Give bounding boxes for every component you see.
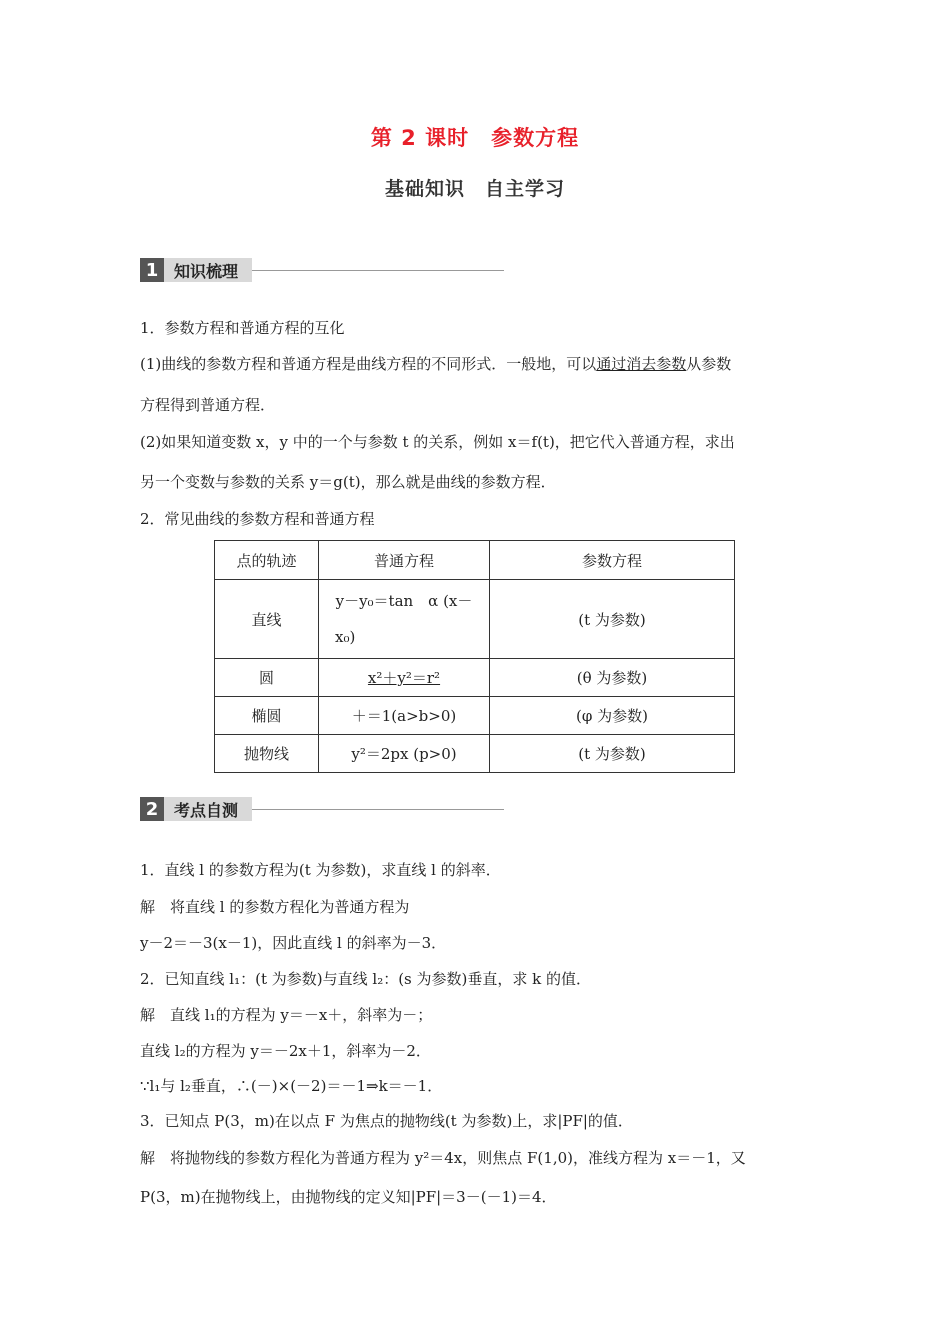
exercise-answer-3-line1: 解 将抛物线的参数方程化为普通方程为 y²＝4x，则焦点 F(1,0)，准线方程为 x＝－1，又: [140, 1149, 746, 1167]
table-cell-param: (t 为参数): [490, 735, 735, 773]
table-cell-curve: 椭圆: [215, 697, 319, 735]
table-cell-param: (θ 为参数): [490, 659, 735, 697]
section-header-self-test: [140, 797, 504, 821]
table-cell-curve: 抛物线: [215, 735, 319, 773]
section-label: 知识梳理: [164, 258, 252, 282]
exercise-answer-3-line2: P(3，m)在抛物线上，由抛物线的定义知|PF|＝3－(－1)＝4．: [140, 1188, 557, 1206]
table-header-cell: 点的轨迹: [215, 541, 319, 580]
table-cell-normal: ＋＝1(a>b>0): [319, 697, 490, 735]
knowledge-item1-para2-cont: 另一个变数与参数的关系 y＝g(t)，那么就是曲线的参数方程．: [140, 473, 556, 491]
table-cell-curve: 直线: [215, 580, 319, 659]
table-header-row: [215, 541, 735, 580]
knowledge-item2-heading: 2．常见曲线的参数方程和普通方程: [140, 510, 375, 528]
curve-equations-table: [214, 540, 735, 773]
section-number-badge: 1: [140, 258, 164, 282]
knowledge-item1-para1: [140, 354, 731, 374]
table-cell-param: (t 为参数): [490, 580, 735, 659]
table-cell-normal: y²＝2px (p>0): [319, 735, 490, 773]
table-cell-normal: [319, 659, 490, 697]
equation-line: y－y₀＝tan α (x－: [335, 592, 473, 610]
section-label: 考点自测: [164, 797, 252, 821]
table-row: [215, 735, 735, 773]
section-number-badge: 2: [140, 797, 164, 821]
section-divider: [252, 809, 504, 810]
table-cell-param: (φ 为参数): [490, 697, 735, 735]
equation-line: x₀): [335, 628, 356, 646]
exercise-question-3: 3．已知点 P(3，m)在以点 F 为焦点的抛物线(t 为参数)上，求|PF|的值．: [140, 1112, 633, 1130]
table-row: [215, 697, 735, 735]
exercise-answer-1-line2: y－2＝－3(x－1)，因此直线 l 的斜率为－3．: [140, 934, 447, 952]
text-span: 从参数: [686, 355, 732, 373]
page-subtitle: 基础知识 自主学习: [384, 178, 565, 200]
exercise-answer-2-line2: 直线 l₂的方程为 y＝－2x＋1，斜率为－2．: [140, 1042, 431, 1060]
knowledge-item1-heading: 1．参数方程和普通方程的互化: [140, 319, 345, 337]
table-header-cell: 参数方程: [490, 541, 735, 580]
table-row: [215, 659, 735, 697]
table-cell-normal: [319, 580, 490, 659]
page-title: 第 2 课时 参数方程: [370, 126, 580, 150]
exercise-answer-2-line3: ∵l₁与 l₂垂直，∴(－)×(－2)＝－1⇒k＝－1．: [140, 1077, 443, 1095]
exercise-answer-1-line1: 解 将直线 l 的参数方程化为普通方程为: [140, 898, 410, 916]
underlined-blank: 通过消去参数: [596, 355, 687, 373]
exercise-question-1: 1．直线 l 的参数方程为(t 为参数)，求直线 l 的斜率．: [140, 861, 501, 879]
exercise-question-2: 2．已知直线 l₁：(t 为参数)与直线 l₂：(s 为参数)垂直，求 k 的值．: [140, 970, 591, 988]
section-header-knowledge: [140, 258, 504, 282]
text-span: (1)曲线的参数方程和普通方程是曲线方程的不同形式．一般地，可以: [140, 355, 597, 373]
knowledge-item1-para2: (2)如果知道变数 x，y 中的一个与参数 t 的关系，例如 x＝f(t)，把它代入普通方程，求出: [140, 433, 735, 451]
knowledge-item1-para1-cont: 方程得到普通方程．: [140, 396, 276, 414]
table-cell-curve: 圆: [215, 659, 319, 697]
exercise-answer-2-line1: 解 直线 l₁的方程为 y＝－x＋，斜率为－；: [140, 1006, 433, 1024]
table-row: [215, 580, 735, 659]
table-header-cell: 普通方程: [319, 541, 490, 580]
section-divider: [252, 270, 504, 271]
underlined-equation: x²＋y²＝r²: [367, 669, 441, 687]
